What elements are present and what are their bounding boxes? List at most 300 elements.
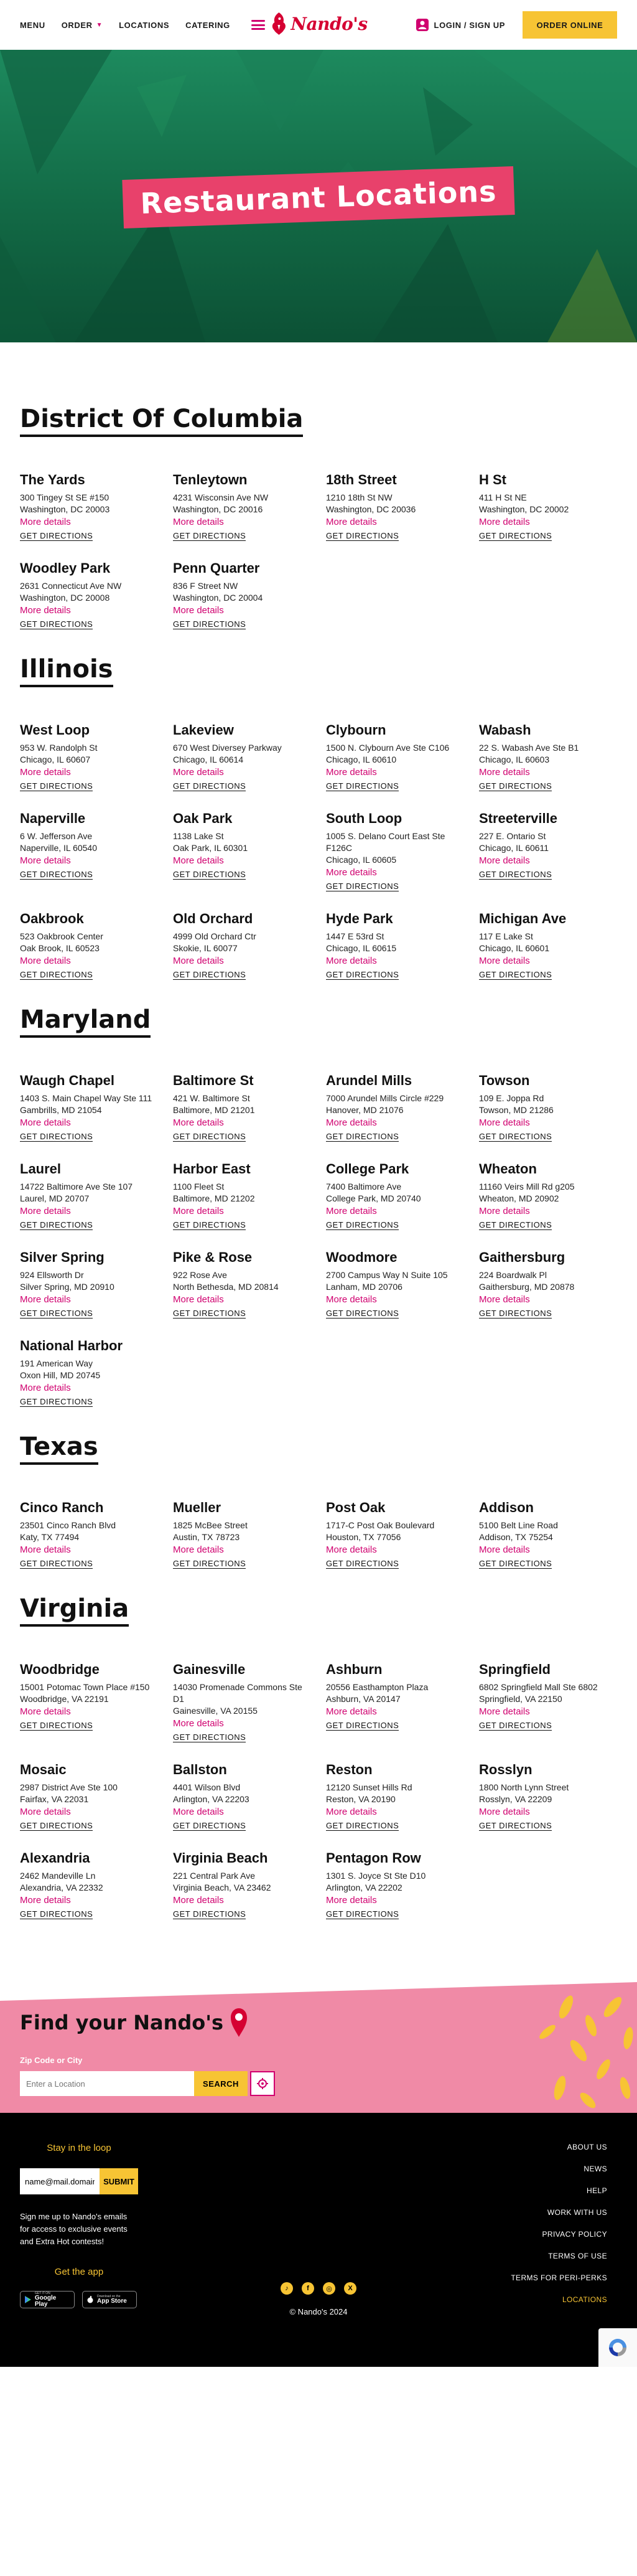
get-directions-link[interactable]: GET DIRECTIONS	[326, 1220, 399, 1229]
app-store-big: App Store	[97, 2297, 127, 2305]
location-address-line: 1717-C Post Oak Boulevard	[326, 1520, 435, 1530]
location-address-line: Baltimore, MD 21202	[173, 1193, 255, 1203]
more-details-link[interactable]: More details	[479, 1706, 530, 1717]
more-details-link[interactable]: More details	[479, 1117, 530, 1128]
location-address-line: Silver Spring, MD 20910	[20, 1282, 114, 1292]
rooster-icon	[269, 11, 288, 36]
location-card	[20, 472, 158, 542]
location-card	[20, 560, 158, 630]
more-details-link[interactable]: More details	[173, 1294, 224, 1305]
location-address-line: 227 E. Ontario St	[479, 831, 546, 841]
location-name: Naperville	[20, 811, 86, 826]
get-directions-link[interactable]: GET DIRECTIONS	[20, 1821, 93, 1830]
logo-text: Nando's	[291, 13, 368, 34]
recaptcha-badge[interactable]	[598, 2328, 637, 2367]
location-name: Pike & Rose	[173, 1249, 253, 1265]
footer-links	[511, 2143, 607, 2317]
location-address-line: 22 S. Wabash Ave Ste B1	[479, 743, 579, 753]
chevron-down-icon: ▼	[96, 21, 103, 29]
location-search-input[interactable]	[20, 2071, 194, 2096]
location-card	[479, 472, 617, 542]
location-address-line: 1301 S. Joyce St Ste D10	[326, 1871, 426, 1881]
nav-order[interactable]	[62, 21, 103, 30]
app-store-badge[interactable]	[82, 2291, 137, 2308]
get-directions-link[interactable]: GET DIRECTIONS	[326, 1721, 399, 1730]
location-name: Virginia Beach	[173, 1850, 268, 1866]
location-name: Wheaton	[479, 1161, 537, 1177]
location-name: South Loop	[326, 811, 402, 826]
location-address-line: Rosslyn, VA 22209	[479, 1794, 552, 1804]
location-address-line: 6 W. Jefferson Ave	[20, 831, 93, 841]
more-details-link[interactable]: More details	[20, 1544, 71, 1555]
get-directions-link[interactable]: GET DIRECTIONS	[20, 531, 93, 540]
more-details-link[interactable]: More details	[326, 1544, 377, 1555]
location-address-line: Wheaton, MD 20902	[479, 1193, 559, 1203]
newsletter-submit-button[interactable]: SUBMIT	[100, 2168, 138, 2194]
location-card	[20, 1161, 158, 1231]
more-details-link[interactable]: More details	[479, 767, 530, 778]
location-address-line: Alexandria, VA 22332	[20, 1883, 103, 1892]
location-name: Woodley Park	[20, 560, 111, 576]
location-address-line: Oak Brook, IL 60523	[20, 943, 100, 953]
get-directions-link[interactable]: GET DIRECTIONS	[479, 1559, 552, 1568]
more-details-link[interactable]: More details	[326, 1117, 377, 1128]
get-directions-link[interactable]: GET DIRECTIONS	[173, 1309, 246, 1318]
location-name: Addison	[479, 1500, 534, 1515]
location-name: Post Oak	[326, 1500, 386, 1515]
location-card	[20, 811, 158, 892]
get-directions-link[interactable]: GET DIRECTIONS	[173, 1732, 246, 1742]
location-card	[173, 911, 311, 980]
location-address-line: 300 Tingey St SE #150	[20, 492, 109, 502]
more-details-link[interactable]: More details	[173, 767, 224, 778]
state-title: District Of Columbia	[20, 405, 303, 437]
location-address-line: 523 Oakbrook Center	[20, 931, 103, 941]
location-card	[173, 1500, 311, 1569]
location-card	[479, 911, 617, 980]
app-badges	[20, 2291, 138, 2308]
more-details-link[interactable]: More details	[173, 1807, 224, 1817]
more-details-link[interactable]: More details	[20, 1706, 71, 1717]
more-details-link[interactable]: More details	[20, 1206, 71, 1216]
google-play-icon	[24, 2296, 32, 2303]
location-address-line: 953 W. Randolph St	[20, 743, 98, 753]
order-online-button[interactable]: ORDER ONLINE	[523, 11, 617, 39]
location-name: Gaithersburg	[479, 1249, 565, 1265]
location-card	[479, 722, 617, 792]
location-card	[20, 1500, 158, 1569]
more-details-link[interactable]: More details	[326, 1706, 377, 1717]
find-form-area	[20, 2007, 275, 2096]
hamburger-menu-icon[interactable]	[251, 20, 265, 30]
nav-order-label: ORDER	[61, 20, 93, 30]
location-name: Woodmore	[326, 1249, 398, 1265]
location-address-line: Katy, TX 77494	[20, 1532, 80, 1542]
location-card	[326, 1161, 464, 1231]
location-name: College Park	[326, 1161, 409, 1177]
location-name: Silver Spring	[20, 1249, 105, 1265]
get-app-title: Get the app	[54, 2267, 104, 2277]
location-card	[326, 911, 464, 980]
search-button[interactable]: SEARCH	[194, 2071, 248, 2096]
get-directions-link[interactable]: GET DIRECTIONS	[20, 781, 93, 791]
get-directions-link[interactable]: GET DIRECTIONS	[173, 1821, 246, 1830]
location-address-line: Washington, DC 20016	[173, 504, 263, 514]
more-details-link[interactable]: More details	[173, 605, 224, 616]
more-details-link[interactable]: More details	[173, 855, 224, 866]
location-card	[173, 472, 311, 542]
nav-locations[interactable]	[119, 21, 169, 30]
more-details-link[interactable]: More details	[479, 1294, 530, 1305]
location-address-line: 109 E. Joppa Rd	[479, 1093, 544, 1103]
get-directions-link[interactable]: GET DIRECTIONS	[173, 1132, 246, 1141]
login-label: LOGIN / SIGN UP	[434, 20, 505, 30]
map-pin-icon	[230, 2007, 248, 2038]
facebook-icon[interactable]: f	[302, 2282, 314, 2295]
more-details-link[interactable]: More details	[479, 517, 530, 527]
location-name: Arundel Mills	[326, 1073, 412, 1088]
hero-banner	[0, 50, 637, 342]
locations-list	[0, 342, 637, 1982]
location-card	[173, 722, 311, 792]
location-card	[326, 1762, 464, 1831]
copyright: © Nando's 2024	[289, 2307, 348, 2316]
location-card	[20, 1662, 158, 1743]
get-directions-link[interactable]: GET DIRECTIONS	[173, 970, 246, 979]
location-address-line: 1825 McBee Street	[173, 1520, 248, 1530]
more-details-link[interactable]: More details	[479, 1206, 530, 1216]
location-address-line: 1100 Fleet St	[173, 1182, 225, 1192]
get-directions-link[interactable]: GET DIRECTIONS	[20, 1309, 93, 1318]
location-card	[20, 1338, 158, 1408]
get-directions-link[interactable]: GET DIRECTIONS	[173, 781, 246, 791]
location-address-line: Washington, DC 20036	[326, 504, 416, 514]
footer-link-privacy-policy[interactable]: PRIVACY POLICY	[542, 2230, 607, 2239]
google-play-small: GET IT ON	[34, 2291, 50, 2295]
get-directions-link[interactable]: GET DIRECTIONS	[20, 1397, 93, 1406]
location-address-line: 191 American Way	[20, 1358, 93, 1368]
location-name: 18th Street	[326, 472, 397, 487]
get-directions-link[interactable]: GET DIRECTIONS	[20, 1220, 93, 1229]
more-details-link[interactable]: More details	[173, 1117, 224, 1128]
location-address-line: Arlington, VA 22202	[326, 1883, 402, 1892]
more-details-link[interactable]: More details	[20, 1294, 71, 1305]
more-details-link[interactable]: More details	[20, 1807, 71, 1817]
location-address-line: 1447 E 53rd St	[326, 931, 384, 941]
find-row	[20, 2071, 275, 2096]
state-section	[20, 405, 617, 630]
location-card	[326, 1850, 464, 1920]
location-name: National Harbor	[20, 1338, 123, 1353]
location-name: Ballston	[173, 1762, 227, 1777]
location-card	[173, 1762, 311, 1831]
location-name: Alexandria	[20, 1850, 90, 1866]
get-directions-link[interactable]: GET DIRECTIONS	[479, 970, 552, 979]
location-name: Clybourn	[326, 722, 386, 738]
location-address-line: Chicago, IL 60603	[479, 754, 550, 764]
nav-locations-label: LOCATIONS	[119, 20, 170, 30]
location-name: West Loop	[20, 722, 90, 738]
location-card	[20, 722, 158, 792]
location-name: Mueller	[173, 1500, 221, 1515]
get-directions-link[interactable]: GET DIRECTIONS	[479, 531, 552, 540]
footer-link-locations[interactable]: LOCATIONS	[562, 2295, 607, 2304]
location-address-line: Washington, DC 20008	[20, 593, 110, 603]
app-store-small: Download on the	[97, 2294, 121, 2298]
location-address-line: 11160 Veirs Mill Rd g205	[479, 1182, 575, 1192]
get-directions-link[interactable]: GET DIRECTIONS	[20, 970, 93, 979]
main-nav	[20, 21, 230, 30]
location-name: Laurel	[20, 1161, 62, 1177]
location-name: Oak Park	[173, 811, 233, 826]
location-card	[479, 1762, 617, 1831]
get-directions-link[interactable]: GET DIRECTIONS	[20, 1559, 93, 1568]
get-directions-link[interactable]: GET DIRECTIONS	[326, 531, 399, 540]
more-details-link[interactable]: More details	[20, 517, 71, 527]
state-section	[20, 655, 617, 980]
location-address-line: 4231 Wisconsin Ave NW	[173, 492, 269, 502]
location-card	[173, 811, 311, 892]
location-card	[20, 1073, 158, 1142]
location-name: Oakbrook	[20, 911, 84, 926]
get-directions-link[interactable]: GET DIRECTIONS	[479, 1721, 552, 1730]
more-details-link[interactable]: More details	[479, 1544, 530, 1555]
location-address-line: Chicago, IL 60601	[479, 943, 550, 953]
instagram-icon[interactable]: ◎	[323, 2282, 335, 2295]
location-address-line: Oak Park, IL 60301	[173, 843, 248, 853]
more-details-link[interactable]: More details	[479, 956, 530, 966]
location-address-line: 421 W. Baltimore St	[173, 1093, 250, 1103]
get-directions-link[interactable]: GET DIRECTIONS	[326, 1821, 399, 1830]
find-title-text: Find your Nando's	[20, 2011, 224, 2034]
get-directions-link[interactable]: GET DIRECTIONS	[326, 1132, 399, 1141]
more-details-link[interactable]: More details	[20, 855, 71, 866]
newsletter-area	[20, 2143, 138, 2308]
location-name: Towson	[479, 1073, 530, 1088]
location-grid	[20, 472, 617, 630]
location-card	[479, 1249, 617, 1319]
location-name: H St	[479, 472, 506, 487]
more-details-link[interactable]: More details	[20, 767, 71, 778]
get-directions-link[interactable]: GET DIRECTIONS	[20, 1132, 93, 1141]
location-address-line: 224 Boardwalk Pl	[479, 1270, 547, 1280]
location-name: Penn Quarter	[173, 560, 260, 576]
location-address-line: 836 F Street NW	[173, 581, 238, 591]
more-details-link[interactable]: More details	[326, 517, 377, 527]
get-directions-link[interactable]: GET DIRECTIONS	[326, 970, 399, 979]
get-directions-link[interactable]: GET DIRECTIONS	[173, 619, 246, 629]
location-card	[173, 1161, 311, 1231]
location-card	[326, 1249, 464, 1319]
footer-link-terms-peri-perks[interactable]: TERMS FOR PERI-PERKS	[511, 2273, 607, 2282]
footer-link-about-us[interactable]: ABOUT US	[567, 2143, 607, 2151]
get-directions-link[interactable]: GET DIRECTIONS	[326, 1309, 399, 1318]
more-details-link[interactable]: More details	[20, 1383, 71, 1393]
location-name: The Yards	[20, 472, 85, 487]
location-address-line: 1210 18th St NW	[326, 492, 393, 502]
get-directions-link[interactable]: GET DIRECTIONS	[20, 1721, 93, 1730]
get-directions-link[interactable]: GET DIRECTIONS	[326, 881, 399, 891]
more-details-link[interactable]: More details	[326, 1807, 377, 1817]
location-address-line: Skokie, IL 60077	[173, 943, 238, 953]
more-details-link[interactable]: More details	[173, 1206, 224, 1216]
more-details-link[interactable]: More details	[326, 767, 377, 778]
get-directions-link[interactable]: GET DIRECTIONS	[173, 1220, 246, 1229]
location-address-line: 922 Rose Ave	[173, 1270, 227, 1280]
location-address-line: 1800 North Lynn Street	[479, 1782, 569, 1792]
hero-title: Restaurant Locations	[139, 174, 498, 220]
get-directions-link[interactable]: GET DIRECTIONS	[479, 781, 552, 791]
get-directions-link[interactable]: GET DIRECTIONS	[326, 1559, 399, 1568]
location-address-line: 15001 Potomac Town Place #150	[20, 1682, 150, 1692]
location-address-line: Addison, TX 75254	[479, 1532, 553, 1542]
location-address-line: Houston, TX 77056	[326, 1532, 401, 1542]
more-details-link[interactable]: More details	[20, 1117, 71, 1128]
newsletter-email-input[interactable]	[20, 2168, 100, 2194]
get-directions-link[interactable]: GET DIRECTIONS	[326, 781, 399, 791]
header-actions	[416, 11, 617, 39]
more-details-link[interactable]: More details	[173, 1895, 224, 1906]
recaptcha-icon	[607, 2336, 629, 2359]
location-address-line: Oxon Hill, MD 20745	[20, 1370, 101, 1380]
location-address-line: Reston, VA 20190	[326, 1794, 396, 1804]
get-directions-link[interactable]: GET DIRECTIONS	[173, 1909, 246, 1919]
nav-catering[interactable]	[185, 21, 230, 30]
more-details-link[interactable]: More details	[20, 605, 71, 616]
site-footer	[0, 2113, 637, 2367]
get-directions-link[interactable]: GET DIRECTIONS	[173, 531, 246, 540]
more-details-link[interactable]: More details	[479, 1807, 530, 1817]
get-directions-link[interactable]: GET DIRECTIONS	[20, 619, 93, 629]
location-card	[326, 1073, 464, 1142]
location-name: Streeterville	[479, 811, 557, 826]
more-details-link[interactable]: More details	[173, 517, 224, 527]
location-address-line: Austin, TX 78723	[173, 1532, 240, 1542]
get-directions-link[interactable]: GET DIRECTIONS	[479, 1309, 552, 1318]
more-details-link[interactable]: More details	[479, 855, 530, 866]
more-details-link[interactable]: More details	[173, 1544, 224, 1555]
location-card	[326, 1500, 464, 1569]
footer-link-help[interactable]: HELP	[587, 2186, 607, 2195]
location-address-line: Washington, DC 20003	[20, 504, 110, 514]
location-name: Old Orchard	[173, 911, 253, 926]
location-grid	[20, 722, 617, 980]
location-address-line: Springfield, VA 22150	[479, 1694, 562, 1704]
more-details-link[interactable]: More details	[326, 867, 377, 878]
more-details-link[interactable]: More details	[326, 1895, 377, 1906]
state-title: Texas	[20, 1432, 98, 1465]
site-header	[0, 0, 637, 50]
nandos-logo[interactable]	[269, 11, 367, 36]
more-details-link[interactable]: More details	[326, 1294, 377, 1305]
footer-link-work-with-us[interactable]: WORK WITH US	[547, 2208, 607, 2217]
more-details-link[interactable]: More details	[326, 956, 377, 966]
location-address-line: 1138 Lake St	[173, 831, 224, 841]
get-directions-link[interactable]: GET DIRECTIONS	[20, 870, 93, 879]
location-address-line: Gainesville, VA 20155	[173, 1706, 258, 1716]
location-name: Waugh Chapel	[20, 1073, 114, 1088]
newsletter-form	[20, 2168, 138, 2194]
location-address-line: Hanover, MD 21076	[326, 1105, 404, 1115]
location-address-line: 4999 Old Orchard Ctr	[173, 931, 256, 941]
location-address-line: 6802 Springfield Mall Ste 6802	[479, 1682, 598, 1692]
location-card	[173, 1662, 311, 1743]
state-section	[20, 1594, 617, 1920]
get-directions-link[interactable]: GET DIRECTIONS	[479, 1132, 552, 1141]
use-my-location-button[interactable]	[250, 2071, 275, 2096]
location-address-line: 14722 Baltimore Ave Ste 107	[20, 1182, 133, 1192]
more-details-link[interactable]: More details	[20, 1895, 71, 1906]
location-grid	[20, 1073, 617, 1408]
location-name: Wabash	[479, 722, 531, 738]
google-play-badge[interactable]	[20, 2291, 75, 2308]
location-name: Hyde Park	[326, 911, 393, 926]
nav-menu[interactable]	[20, 21, 45, 30]
location-card	[173, 1249, 311, 1319]
find-your-nandos	[0, 1982, 637, 2113]
location-name: Michigan Ave	[479, 911, 567, 926]
location-address-line: 2987 District Ave Ste 100	[20, 1782, 118, 1792]
nav-catering-label: CATERING	[185, 20, 230, 30]
location-name: Lakeview	[173, 722, 234, 738]
location-card	[479, 1500, 617, 1569]
location-address-line: Chicago, IL 60614	[173, 754, 244, 764]
more-details-link[interactable]: More details	[20, 956, 71, 966]
x-twitter-icon[interactable]: X	[344, 2282, 356, 2295]
apple-icon	[86, 2296, 94, 2303]
location-address-line: 12120 Sunset Hills Rd	[326, 1782, 412, 1792]
tiktok-icon[interactable]: ♪	[281, 2282, 293, 2295]
location-address-line: 1005 S. Delano Court East Ste F126C	[326, 831, 445, 853]
more-details-link[interactable]: More details	[326, 1206, 377, 1216]
location-card	[20, 1762, 158, 1831]
get-directions-link[interactable]: GET DIRECTIONS	[173, 870, 246, 879]
state-title: Illinois	[20, 655, 113, 687]
footer-link-terms-of-use[interactable]: TERMS OF USE	[548, 2252, 607, 2260]
location-address-line: 2700 Campus Way N Suite 105	[326, 1270, 448, 1280]
nav-menu-label: MENU	[20, 20, 45, 30]
location-address-line: Lanham, MD 20706	[326, 1282, 402, 1292]
footer-link-news[interactable]: NEWS	[584, 2165, 607, 2173]
location-card	[20, 1249, 158, 1319]
more-details-link[interactable]: More details	[173, 956, 224, 966]
get-directions-link[interactable]: GET DIRECTIONS	[20, 1909, 93, 1919]
crosshair-icon	[257, 2078, 268, 2089]
get-directions-link[interactable]: GET DIRECTIONS	[326, 1909, 399, 1919]
location-card	[479, 1073, 617, 1142]
more-details-link[interactable]: More details	[173, 1718, 224, 1729]
location-name: Rosslyn	[479, 1762, 532, 1777]
location-address-line: Chicago, IL 60605	[326, 855, 397, 865]
location-name: Pentagon Row	[326, 1850, 421, 1866]
google-play-big: Google Play	[34, 2294, 57, 2308]
get-directions-link[interactable]: GET DIRECTIONS	[173, 1559, 246, 1568]
location-address-line: 221 Central Park Ave	[173, 1871, 256, 1881]
get-directions-link[interactable]: GET DIRECTIONS	[479, 1821, 552, 1830]
location-card	[326, 472, 464, 542]
get-directions-link[interactable]: GET DIRECTIONS	[479, 1220, 552, 1229]
location-address-line: 2631 Connecticut Ave NW	[20, 581, 122, 591]
location-card	[326, 811, 464, 892]
location-address-line: Washington, DC 20004	[173, 593, 263, 603]
location-grid	[20, 1662, 617, 1920]
location-name: Ashburn	[326, 1662, 383, 1677]
login-signup-link[interactable]	[416, 18, 505, 32]
location-card	[326, 722, 464, 792]
location-name: Woodbridge	[20, 1662, 100, 1677]
location-address-line: Woodbridge, VA 22191	[20, 1694, 109, 1704]
get-directions-link[interactable]: GET DIRECTIONS	[479, 870, 552, 879]
